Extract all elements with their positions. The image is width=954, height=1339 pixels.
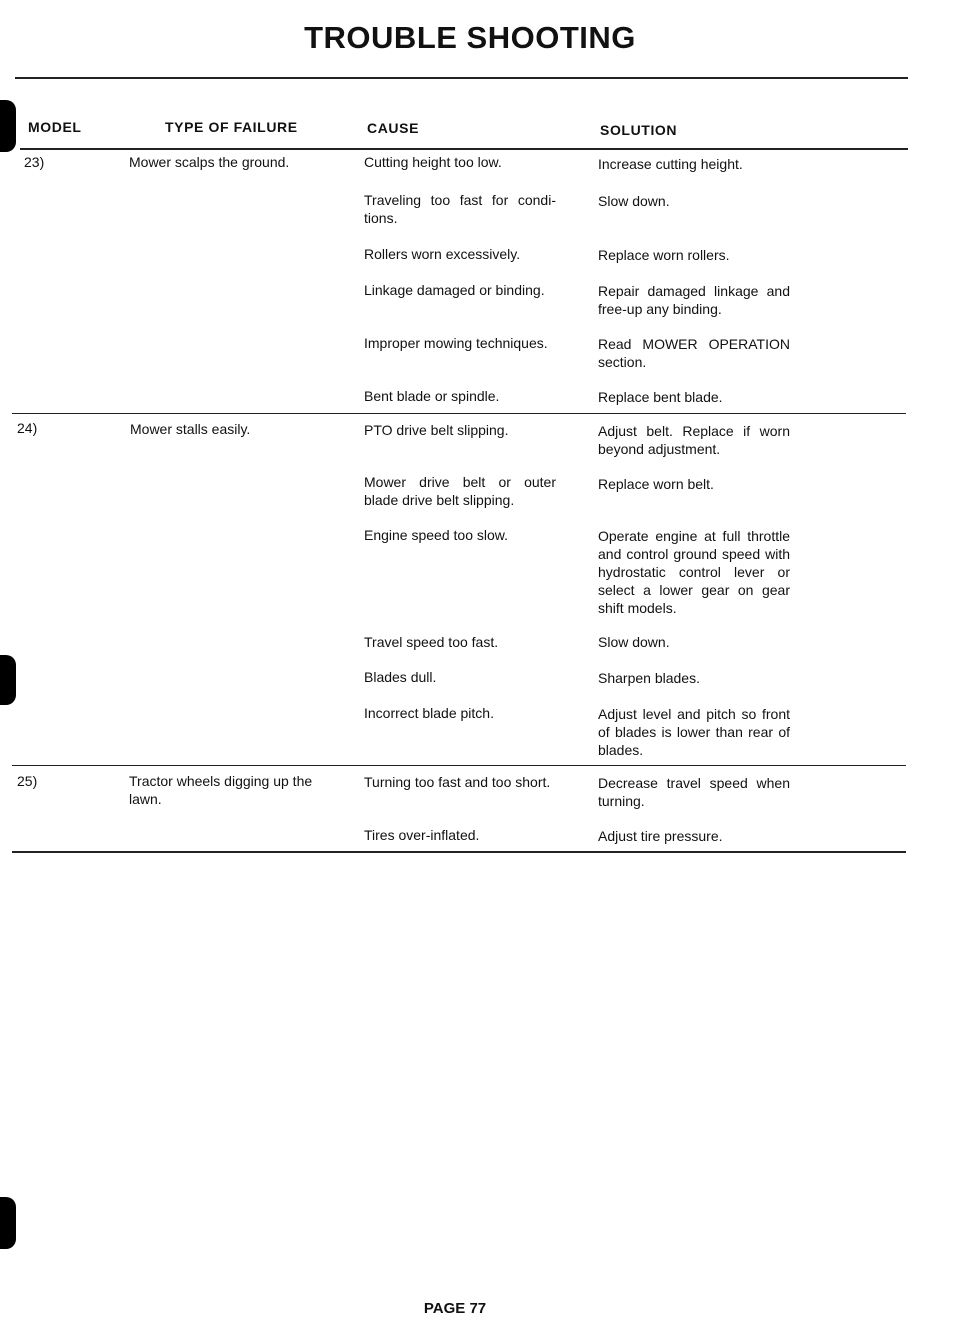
model-number: 25) (17, 773, 38, 789)
header-cause: CAUSE (367, 120, 420, 136)
cause-text: Tires over-inflated. (364, 827, 480, 843)
cause-text: Cutting height too low. (364, 154, 502, 170)
header-type-of-failure: TYPE OF FAILURE (165, 119, 298, 135)
header-rule (20, 148, 908, 150)
binder-hole-mark (0, 100, 16, 152)
solution-text: Replace bent blade. (598, 389, 723, 405)
cause-text: Rollers worn excessively. (364, 246, 521, 262)
solution-text: Replace worn belt. (598, 476, 714, 492)
header-solution: SOLUTION (600, 122, 678, 138)
cause-text: Linkage damaged or binding. (364, 282, 545, 298)
solution-text: Sharpen blades. (598, 670, 700, 686)
cause-text: Bent blade or spindle. (364, 388, 500, 404)
solution-text: Read MOWER OPERATION section. (598, 336, 790, 370)
solution-text: Slow down. (598, 193, 670, 209)
failure-type: Tractor wheels digging up the lawn. (129, 773, 313, 807)
model-number: 24) (17, 420, 38, 436)
cause-text: Improper mowing techniques. (364, 335, 548, 351)
binder-hole-mark (0, 1197, 16, 1249)
solution-text: Operate engine at full throttle and control ground speed with hydrostatic control lever or select a lower gear on gear shift models. (598, 528, 790, 616)
cause-text: Mower drive belt or outer blade drive belt slipping. (364, 474, 556, 508)
section-divider (12, 413, 906, 414)
solution-text: Repair damaged linkage and free-up any binding. (598, 283, 790, 317)
cause-text: Blades dull. (364, 669, 437, 685)
cause-text: Traveling too fast for condi-tions. (364, 192, 556, 226)
page-number: PAGE 77 (423, 1300, 487, 1317)
failure-type: Mower scalps the ground. (129, 154, 290, 170)
cause-text: Incorrect blade pitch. (364, 705, 494, 721)
cause-text: PTO drive belt slipping. (364, 422, 509, 438)
section-divider (12, 765, 906, 766)
model-number: 23) (24, 154, 45, 170)
solution-text: Slow down. (598, 634, 670, 650)
header-model: MODEL (28, 119, 82, 135)
solution-text: Replace worn rollers. (598, 247, 730, 263)
binder-hole-mark (0, 655, 16, 705)
cause-text: Turning too fast and too short. (364, 774, 551, 790)
solution-text: Increase cutting height. (598, 156, 743, 172)
solution-text: Adjust level and pitch so front of blades is lower than rear of blades. (598, 706, 790, 758)
table-bottom-rule (12, 851, 906, 853)
solution-text: Adjust tire pressure. (598, 828, 723, 844)
cause-text: Travel speed too fast. (364, 634, 499, 650)
solution-text: Adjust belt. Replace if worn beyond adjustment. (598, 423, 790, 457)
solution-text: Decrease travel speed when turning. (598, 775, 790, 809)
page-title: TROUBLE SHOOTING (304, 20, 636, 55)
cause-text: Engine speed too slow. (364, 527, 508, 543)
title-rule (15, 77, 908, 79)
failure-type: Mower stalls easily. (130, 421, 251, 437)
